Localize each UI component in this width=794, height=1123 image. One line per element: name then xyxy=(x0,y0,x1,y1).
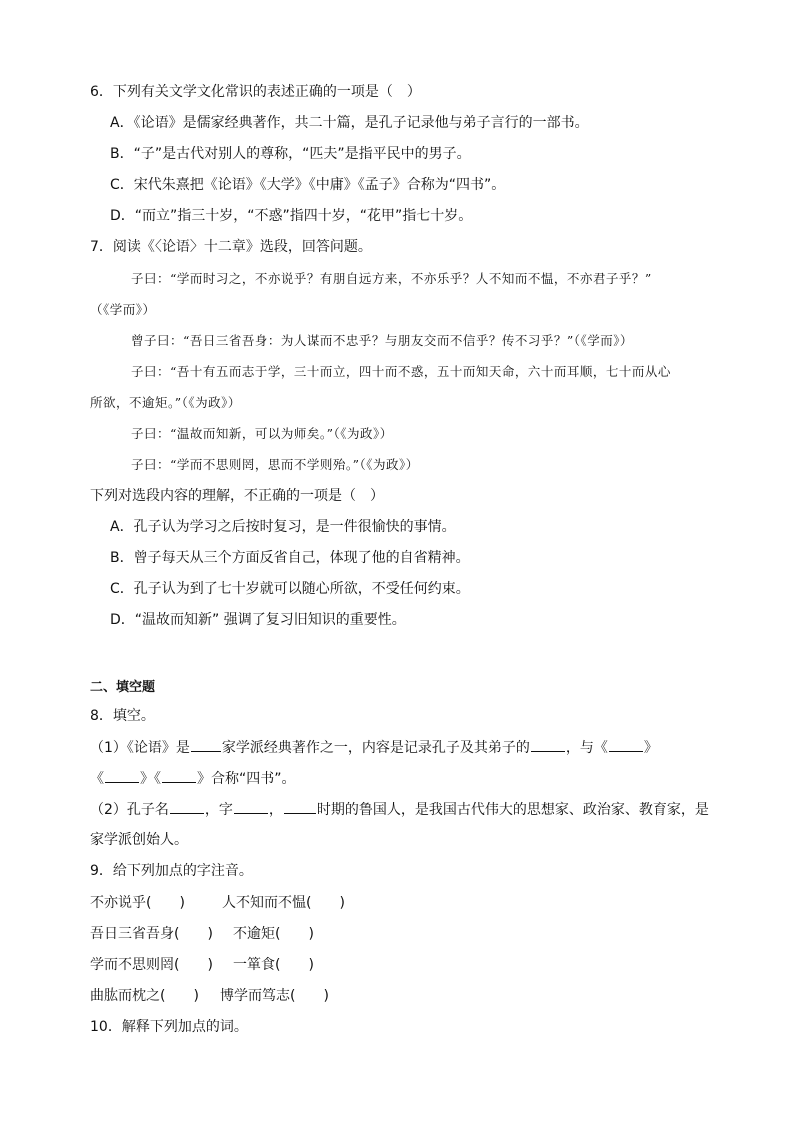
q8-item-2 xyxy=(90,799,709,820)
q7-stem: 7．阅读《〈论语〉十二章》选段，回答问题。 xyxy=(90,239,372,255)
q6-option-d: D．“而立”指三十岁，“不惑”指四十岁，“花甲”指七十岁。 xyxy=(110,208,473,224)
q8-1-text-f: 》《 xyxy=(140,771,161,787)
q9-item: 学而不思则罔( ) xyxy=(90,957,213,973)
q10-stem: 10．解释下列加点的词。 xyxy=(90,1019,248,1035)
q8-1-text-g: 》合称“四书”。 xyxy=(197,771,296,787)
fill-blank[interactable] xyxy=(284,799,316,814)
q7-option-a: A．孔子认为学习之后按时复习，是一件很愉快的事情。 xyxy=(110,519,456,535)
q8-2-text-c: ， xyxy=(268,802,283,818)
q8-1-text-b: 家学派经典著作之一，内容是记录孔子及其弟子的 xyxy=(221,740,530,756)
q7-passage-1: 子曰：“学而时习之，不亦说乎？有朋自远方来，不亦乐乎？人不知而不愠，不亦君子乎？” xyxy=(131,271,652,286)
fill-blank[interactable] xyxy=(531,737,565,752)
q7-ask: 下列对选段内容的理解，不正确的一项是（ ） xyxy=(90,488,384,504)
q8-2-text-a: （2）孔子名 xyxy=(90,802,169,818)
q8-2-text-d: 时期的鲁国人，是我国古代伟大的思想家、政治家、教育家，是 xyxy=(316,802,709,818)
q8-1-text-c: ，与《 xyxy=(565,740,608,756)
q8-item-1-cont xyxy=(90,768,296,789)
q8-item-1 xyxy=(90,737,658,758)
q7-passage-3-cont: 所欲，不逾矩。”（《为政》） xyxy=(90,395,241,410)
q7-passage-3: 子曰：“吾十有五而志于学，三十而立，四十而不惑，五十而知天命，六十而耳顺，七十而从心 xyxy=(131,364,671,379)
q8-stem: 8．填空。 xyxy=(90,708,155,724)
q7-option-b: B．曾子每天从三个方面反省自己，体现了他的自省精神。 xyxy=(110,550,470,566)
fill-blank[interactable] xyxy=(105,768,139,783)
q9-item: 不亦说乎( ) xyxy=(90,895,185,911)
q8-1-text-a: （1）《论语》是 xyxy=(90,740,190,756)
q9-stem: 9．给下列加点的字注音。 xyxy=(90,863,253,879)
q8-2-text-b: ，字 xyxy=(204,802,233,818)
q8-item-2-cont xyxy=(90,830,188,850)
q7-option-d: D．“温故而知新” 强调了复习旧知识的重要性。 xyxy=(110,612,406,628)
fill-blank[interactable] xyxy=(162,768,196,783)
q7-passage-5: 子曰：“学而不思则罔，思而不学则殆。”（《为政》） xyxy=(131,457,419,472)
fill-blank[interactable] xyxy=(609,737,643,752)
fill-blank[interactable] xyxy=(191,737,221,752)
fill-blank[interactable] xyxy=(234,799,268,814)
fill-blank[interactable] xyxy=(170,799,204,814)
q8-2-text-e: 家学派创始人。 xyxy=(90,832,188,848)
q7-option-c: C．孔子认为到了七十岁就可以随心所欲，不受任何约束。 xyxy=(110,581,470,597)
q7-passage-4: 子曰：“温故而知新，可以为师矣。”（《为政》） xyxy=(131,426,393,441)
q9-item: 一箪食( ) xyxy=(233,957,314,973)
section-heading: 二、填空题 xyxy=(90,680,156,695)
q9-item: 博学而笃志( ) xyxy=(220,988,329,1004)
q6-stem: 6．下列有关文学文化常识的表述正确的一项是（ ） xyxy=(90,84,421,100)
q9-item: 吾日三省吾身( ) xyxy=(90,926,213,942)
q8-1-text-e: 《 xyxy=(90,771,104,787)
q7-passage-1-source: （《学而》） xyxy=(90,302,156,317)
q7-passage-2: 曾子曰：“吾日三省吾身：为人谋而不忠乎？与朋友交而不信乎？传不习乎？”（《学而》） xyxy=(131,333,634,348)
q6-option-a: A．《论语》是儒家经典著作，共二十篇，是孔子记录他与弟子言行的一部书。 xyxy=(110,115,589,131)
q6-option-c: C．宋代朱熹把《论语》《大学》《中庸》《孟子》合称为“四书”。 xyxy=(110,177,506,193)
q9-item: 人不知而不愠( ) xyxy=(222,895,345,911)
q9-item: 不逾矩( ) xyxy=(233,926,314,942)
q9-item: 曲肱而枕之( ) xyxy=(90,988,199,1004)
q8-1-text-d: 》 xyxy=(643,740,658,756)
q6-option-b: B．“子”是古代对别人的尊称，“匹夫”是指平民中的男子。 xyxy=(110,146,471,162)
